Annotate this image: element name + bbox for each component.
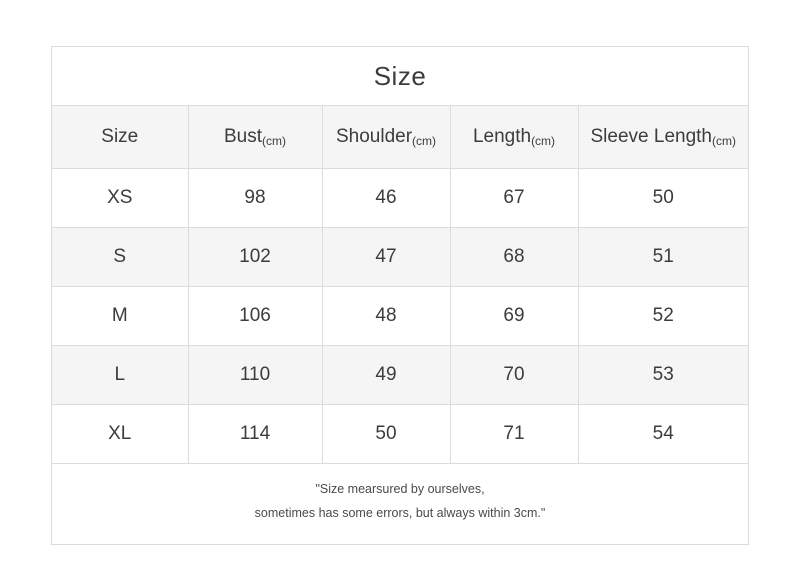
size-chart-card xyxy=(51,46,749,545)
cell-length: 68 xyxy=(450,228,578,287)
cell-size: M xyxy=(52,287,188,346)
table-header-row xyxy=(52,106,748,169)
table-row xyxy=(52,169,748,228)
cell-bust: 114 xyxy=(188,405,322,464)
cell-bust: 110 xyxy=(188,346,322,405)
column-header-sleeve-length xyxy=(578,106,748,169)
cell-shoulder: 47 xyxy=(322,228,450,287)
table-row xyxy=(52,405,748,464)
cell-length: 70 xyxy=(450,346,578,405)
cell-size: S xyxy=(52,228,188,287)
cell-sleeve-length: 51 xyxy=(578,228,748,287)
column-header-size xyxy=(52,106,188,169)
cell-size: XL xyxy=(52,405,188,464)
cell-sleeve-length: 50 xyxy=(578,169,748,228)
cell-sleeve-length: 53 xyxy=(578,346,748,405)
cell-bust: 106 xyxy=(188,287,322,346)
column-header-label: Length xyxy=(472,126,532,147)
column-header-unit: (cm) xyxy=(412,134,437,148)
column-header-unit: (cm) xyxy=(531,134,556,148)
size-table-body xyxy=(52,169,748,464)
size-table-header xyxy=(52,106,748,169)
cell-bust: 98 xyxy=(188,169,322,228)
column-header-label: Sleeve Length xyxy=(590,126,712,147)
size-chart-title-row xyxy=(52,47,748,106)
column-header-label: Shoulder xyxy=(335,126,413,147)
column-header-label: Size xyxy=(101,126,139,147)
cell-bust: 102 xyxy=(188,228,322,287)
column-header-shoulder xyxy=(322,106,450,169)
measurement-note xyxy=(52,464,748,544)
cell-sleeve-length: 54 xyxy=(578,405,748,464)
measurement-note-line-2: sometimes has some errors, but always within 3cm." xyxy=(254,505,546,520)
cell-size: XS xyxy=(52,169,188,228)
column-header-label: Bust xyxy=(223,126,263,147)
page-title: Size xyxy=(373,60,427,91)
table-row xyxy=(52,228,748,287)
column-header-unit: (cm) xyxy=(712,134,736,148)
size-table xyxy=(52,106,748,464)
cell-shoulder: 50 xyxy=(322,405,450,464)
cell-length: 69 xyxy=(450,287,578,346)
cell-shoulder: 46 xyxy=(322,169,450,228)
measurement-note-line-1: "Size mearsured by ourselves, xyxy=(315,482,485,496)
cell-sleeve-length: 52 xyxy=(578,287,748,346)
cell-length: 71 xyxy=(450,405,578,464)
table-row xyxy=(52,346,748,405)
column-header-bust xyxy=(188,106,322,169)
cell-length: 67 xyxy=(450,169,578,228)
column-header-unit: (cm) xyxy=(262,134,287,148)
table-row xyxy=(52,287,748,346)
column-header-length xyxy=(450,106,578,169)
cell-size: L xyxy=(52,346,188,405)
cell-shoulder: 49 xyxy=(322,346,450,405)
cell-shoulder: 48 xyxy=(322,287,450,346)
